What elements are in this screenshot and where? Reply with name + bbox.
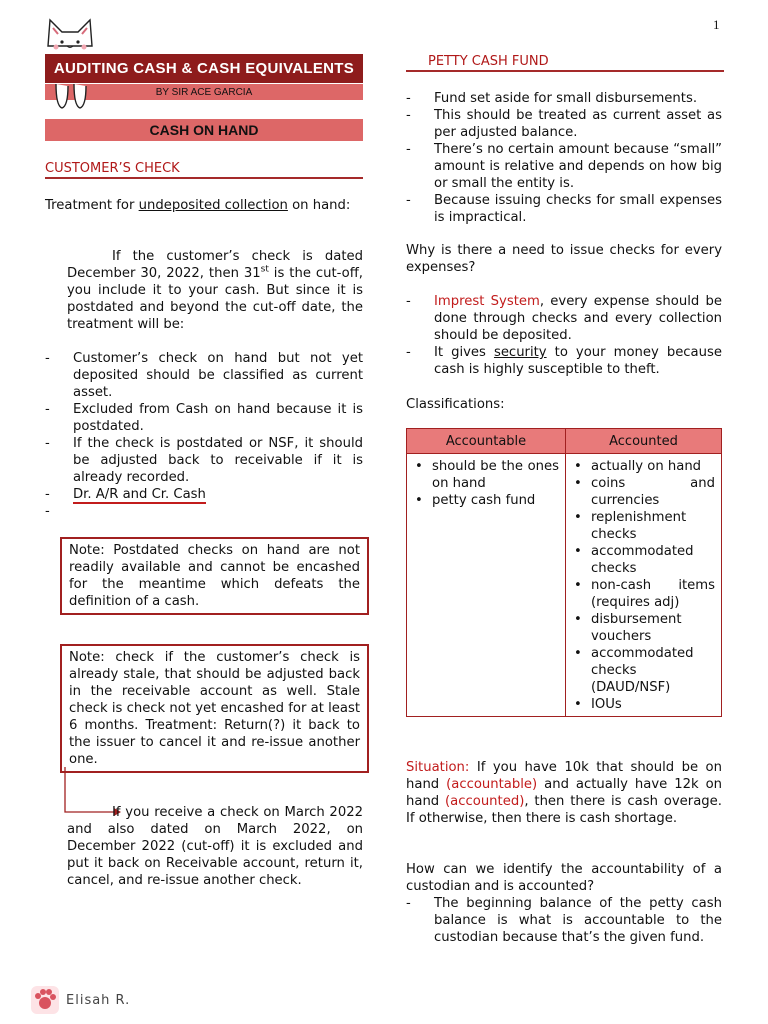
column-header-accounted: Accounted [566,429,722,454]
classifications-label: Classifications: [406,397,505,412]
list-item: - Customer’s check on hand but not yet deposited should be classified as current asset. [45,350,363,401]
scenario-text-end: is the cut-off, you include it to your cash. But since it is postdated and beyond the cut-off date, the treatment will be: [67,266,363,332]
footer [30,985,130,1015]
footer-author: Elisah R. [66,992,131,1008]
security-text: It gives [434,345,494,360]
undeposited-intro [45,197,363,214]
list-item: - If the check is postdated or NSF, it should be adjusted back to receivable if it is already recorded. [45,435,363,486]
list-item [406,344,722,378]
scenario-text: If the customer’s check is dated December 30, 2022, then 31 [67,249,363,281]
petty-cash-list [406,90,722,226]
table-row [407,454,722,717]
list-item: • petty cash fund [413,492,559,509]
accountability-question: How can we identify the accountability of a custodian and is accounted? [406,862,722,894]
paw-logo-icon [30,985,60,1015]
customers-check-heading: CUSTOMER’S CHECK [45,161,180,176]
imprest-list [406,293,722,378]
list-item: - Because issuing checks for small expenses is impractical. [406,192,722,226]
situation-accounted-term: (accounted) [445,794,525,809]
table-header-row [407,429,722,454]
situation-accountable-term: (accountable) [446,777,538,792]
situation-paragraph [406,759,722,827]
journal-entry: Dr. A/R and Cr. Cash [73,487,206,502]
heading-rule [406,70,724,72]
list-item [406,293,722,344]
accountable-list [413,458,559,509]
page-number: 1 [713,17,720,32]
list-item: - The beginning balance of the petty cash balance is what is accountable to the custodian because that’s the given fund. [406,895,722,946]
intro-text: Treatment for [45,198,139,213]
list-item: • replenishment checks [572,509,715,543]
list-item: • accommodated checks (DAUD/NSF) [572,645,715,696]
list-item: • actually on hand [572,458,715,475]
list-item: • non-cash items (requires adj) [572,577,715,611]
list-item: • IOUs [572,696,715,713]
list-item: • should be the ones on hand [413,458,559,492]
checks-question: Why is there a need to issue checks for every expenses? [406,243,722,275]
security-term: security [493,345,547,360]
accounted-cell [566,454,722,717]
treatment-list [45,350,363,503]
situation-text: If you have 10k that should be on hand [406,760,722,792]
stale-check-note: Note: check if the customer’s check is already stale, that should be adjusted back in the receivable account as well. Stale check is check not yet encashed for at least 6 months. Treatment: Return(?) it back to the issuer to cancel it and re-issue another one. [60,644,369,773]
accountable-cell [407,454,566,717]
scenario-superscript: st [260,264,269,275]
situation-label: Situation: [406,760,470,775]
section-banner-cash-on-hand [45,119,363,141]
situation-text: , then there is cash overage. If otherwise, then there is cash shortage. [406,794,722,826]
list-item: - There’s no certain amount because “small” amount is relative and depends on how big or small the entity is. [406,141,722,192]
list-item: • disbursement vouchers [572,611,715,645]
postdated-note: Note: Postdated checks on hand are not readily available and cannot be encashed for the meantime which defeats the definition of a cash. [60,537,369,615]
intro-text-end: on hand: [287,198,351,213]
byline: BY SIR ACE GARCIA [155,86,253,98]
march-check-paragraph: If you receive a check on March 2022 and also dated on March 2022, on December 2022 (cut-off) it is excluded and put it back on Receivable account, return it, cancel, and re-issue another check. [67,805,363,888]
column-header-accountable: Accountable [407,429,566,454]
list-item: • coins and currencies [572,475,715,509]
classifications-table [406,428,722,717]
imprest-text: , every expense should be done through checks and every collection should be deposited. [434,294,722,343]
accountability-list [406,895,722,946]
list-item: - This should be treated as current asset as per adjusted balance. [406,107,722,141]
accounted-list [572,458,715,713]
document-title: AUDITING CASH & CASH EQUIVALENTS [53,60,355,77]
cutoff-scenario-paragraph [67,248,363,333]
list-item: • accommodated checks [572,543,715,577]
cat-mascot-icon [40,16,100,112]
list-item: - Excluded from Cash on hand because it is postdated. [45,401,363,435]
situation-text: and actually have 12k on hand [406,777,722,809]
intro-underlined-term: undeposited collection [138,198,288,213]
security-text-end: to your money because cash is highly susceptible to theft. [434,345,722,377]
section-banner-label: CASH ON HAND [149,121,259,138]
heading-rule [45,177,363,179]
list-item [45,486,363,503]
petty-cash-heading: PETTY CASH FUND [428,54,549,69]
imprest-term: Imprest System [434,294,540,309]
list-item: - Fund set aside for small disbursements. [406,90,722,107]
